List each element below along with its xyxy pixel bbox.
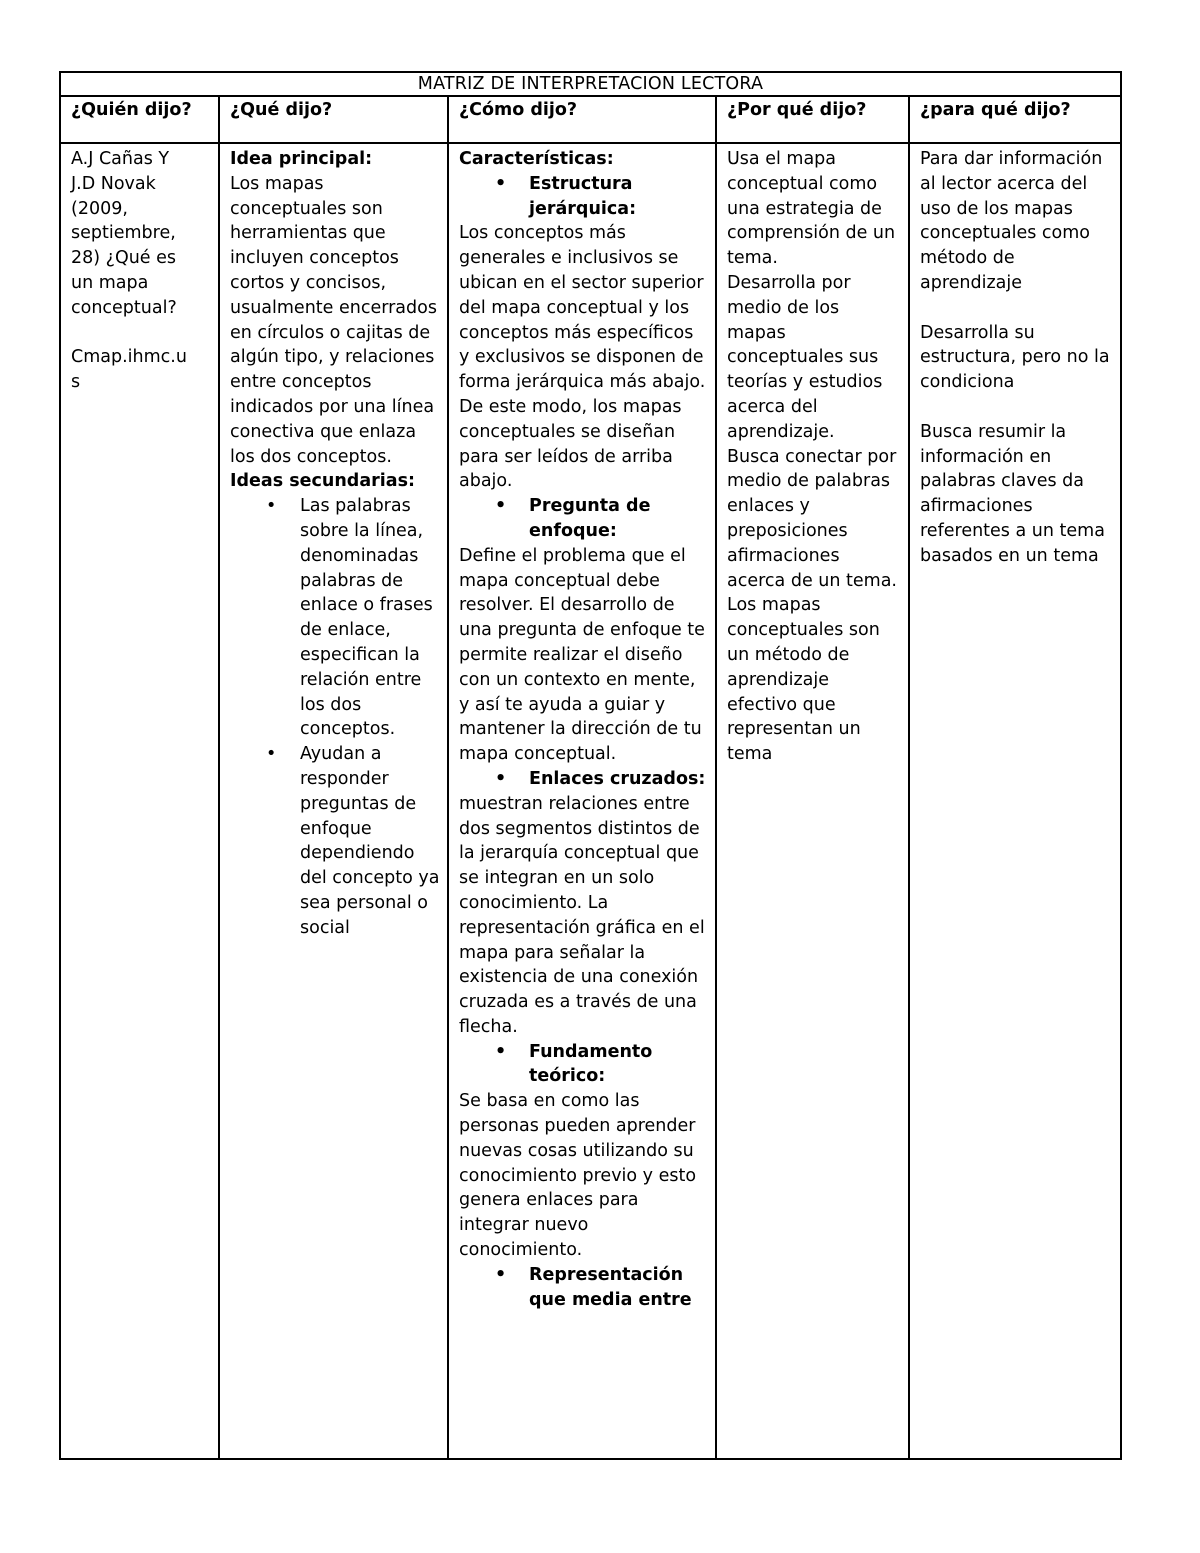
- purpose-paragraph: Busca resumir la información en palabras claves da afirmaciones referentes a un tema basados en un tema: [920, 421, 1105, 566]
- characteristics-label: Características:: [459, 149, 614, 169]
- characteristic-text: Se basa en como las personas pueden aprender nuevas cosas utilizando su conocimiento previo y esto genera enlaces para integrar nuevo conocimiento.: [459, 1091, 697, 1261]
- characteristic-heading: [459, 767, 709, 792]
- header-porque: ¿Por qué dijo?: [716, 96, 909, 143]
- author-line: septiembre,: [71, 223, 176, 244]
- header-como: ¿Cómo dijo?: [448, 96, 716, 143]
- main-idea-label: Idea principal:: [230, 149, 373, 169]
- list-item: • Ayudan a responder preguntas de enfoque dependiendo del concepto ya sea personal o social: [230, 742, 441, 940]
- secondary-ideas-list: [230, 494, 441, 940]
- characteristic-heading: [459, 172, 709, 222]
- header-row: [60, 96, 1121, 143]
- reason-paragraph: Desarrolla por medio de los mapas conceptuales sus teorías y estudios acerca del aprendizaje.: [727, 272, 883, 442]
- reason-paragraph: Usa el mapa conceptual como una estrategia de comprensión de un tema.: [727, 149, 896, 269]
- reason-paragraph: Los mapas conceptuales son un método de aprendizaje efectivo que representan un tema: [727, 595, 880, 765]
- author-line: A.J Cañas Y: [71, 149, 170, 169]
- list-item: • Representación que media entre: [459, 1263, 709, 1313]
- cell-porque: [716, 143, 909, 1459]
- list-item: • Estructura jerárquica:: [459, 172, 709, 222]
- author-line: 28) ¿Qué es: [71, 248, 177, 269]
- header-quien: ¿Quién dijo?: [60, 96, 219, 143]
- list-item: • Las palabras sobre la línea, denominadas palabras de enlace o frases de enlace, especifican la relación entre los dos conceptos.: [230, 494, 441, 742]
- purpose-paragraph: Para dar información al lector acerca del uso de los mapas conceptuales como método de aprendizaje: [920, 149, 1103, 293]
- cell-quien: [60, 143, 219, 1459]
- matrix-title: MATRIZ DE INTERPRETACION LECTORA: [60, 72, 1121, 96]
- characteristic-heading: [459, 494, 709, 544]
- author-line: J.D Novak: [71, 173, 156, 194]
- characteristic-heading: [459, 1263, 709, 1313]
- list-item: • Enlaces cruzados:: [459, 767, 709, 792]
- main-idea-text: Los mapas conceptuales son herramientas que incluyen conceptos cortos y concisos, usualmente encerrados en círculos o cajitas de algún tipo, y relaciones entre conceptos indicados por una línea conectiva que enlaza los dos conceptos.: [230, 173, 437, 467]
- reason-paragraph: Busca conectar por medio de palabras enlaces y preposiciones afirmaciones acerca de un tema.: [727, 446, 897, 591]
- cell-paraque: [909, 143, 1121, 1459]
- purpose-paragraph: Desarrolla su estructura, pero no la condiciona: [920, 322, 1110, 393]
- source-line: s: [71, 372, 81, 393]
- interpretation-matrix-table: [59, 71, 1122, 1460]
- cell-que: [219, 143, 448, 1459]
- source-line: Cmap.ihmc.u: [71, 347, 187, 368]
- list-item: • Pregunta de enfoque:: [459, 494, 709, 544]
- characteristic-text: Los conceptos más generales e inclusivos se ubican en el sector superior del mapa conceptual y los conceptos más específicos y exclusivos se disponen de forma jerárquica más abajo. De este modo, los mapas conceptuales se diseñan para ser leídos de arriba abajo.: [459, 223, 706, 492]
- characteristic-text: muestran relaciones entre dos segmentos distintos de la jerarquía conceptual que se integran en un solo conocimiento. La representación gráfica en el mapa para señalar la existencia de una conexión cruzada es a través de una flecha.: [459, 793, 705, 1037]
- author-line: un mapa: [71, 272, 149, 293]
- author-line: conceptual?: [71, 297, 177, 318]
- secondary-ideas-label: Ideas secundarias:: [230, 471, 415, 492]
- characteristic-text: Define el problema que el mapa conceptual debe resolver. El desarrollo de una pregunta de enfoque te permite realizar el diseño con un contexto en mente, y así te ayuda a guiar y mantener la dirección de tu mapa conceptual.: [459, 545, 705, 765]
- content-row: [60, 143, 1121, 1459]
- cell-como: [448, 143, 716, 1459]
- title-row: [60, 72, 1121, 96]
- header-paraque: ¿para qué dijo?: [909, 96, 1121, 143]
- characteristic-heading: [459, 1040, 709, 1090]
- list-item: • Fundamento teórico:: [459, 1040, 709, 1090]
- header-que: ¿Qué dijo?: [219, 96, 448, 143]
- author-line: (2009,: [71, 198, 128, 219]
